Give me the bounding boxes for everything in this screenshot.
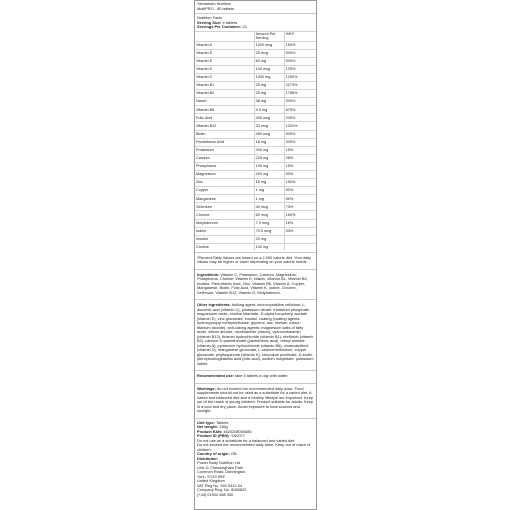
address-line: Power Body Nutrition Ltd	[197, 460, 241, 466]
nutrient-name: Vitamin B12	[195, 122, 254, 130]
nutrient-name: Vitamin B6	[195, 106, 254, 114]
table-row	[195, 195, 316, 203]
nutrient-name: Vitamin A	[195, 41, 254, 49]
servings-per-container-label: Servings Per Container:	[197, 24, 242, 29]
nutrient-amount: 9.5 mg	[254, 106, 284, 114]
nutrient-ri: 50%	[284, 195, 316, 203]
nutrient-ri: 150%	[284, 179, 316, 187]
country-of-origin-label: Country of origin:	[197, 451, 230, 457]
table-row	[195, 227, 316, 235]
nutrient-amount: 79.5 mcg	[254, 227, 284, 235]
serving-size-value: 4 tablets	[222, 19, 238, 25]
nutrient-ri: 15%	[284, 146, 316, 154]
product-id-value: YN0077	[230, 433, 245, 439]
nutrient-name: Calcium	[195, 154, 254, 162]
table-row	[195, 106, 316, 114]
table-row	[195, 130, 316, 138]
nutrition-facts-header	[195, 15, 316, 31]
nutrient-amount: 20 mg	[254, 235, 284, 243]
nutrient-amount: 300 mg	[254, 146, 284, 154]
nutrient-ri: 73%	[284, 203, 316, 211]
nutrient-ri: 300%	[284, 98, 316, 106]
nutrient-amount: 33 mcg	[254, 122, 284, 130]
nutrient-ri	[284, 243, 316, 251]
table-row	[195, 171, 316, 179]
table-row	[195, 73, 316, 81]
product-id-label: Product ID (PBN):	[197, 433, 230, 439]
table-row	[195, 187, 316, 195]
nutrient-name: Folic Acid	[195, 114, 254, 122]
net-weight-label: Net weight:	[197, 424, 218, 430]
nutrient-amount: 100 mg	[254, 243, 284, 251]
nutrient-amount: 25 mg	[254, 81, 284, 89]
table-row	[195, 49, 316, 57]
nutrition-facts-title: Nutrition Facts	[197, 15, 223, 20]
distributor-label: Distributor:	[197, 455, 219, 461]
nutrient-name: Vitamin K	[195, 65, 254, 73]
address-line: United Kingdom	[197, 478, 225, 484]
sheet-header	[195, 1, 316, 12]
nutrient-amount: 40 mcg	[254, 203, 284, 211]
table-row	[195, 98, 316, 106]
nutrient-ri: 1320%	[284, 122, 316, 130]
nutrient-amount: 18 mg	[254, 138, 284, 146]
footnote-text: *Percent Daily Values are based on a 2,000 calorie diet. Your daily values may be higher or lower depending on your calorie needs.	[197, 254, 312, 265]
table-row	[195, 243, 316, 251]
address-line: VAT Reg No. 940 5412 44	[197, 482, 242, 488]
ingredients-section	[195, 272, 316, 299]
nutrient-ri	[284, 235, 316, 243]
serving-size-label: Serving Size:	[197, 19, 222, 25]
product-name: MultiPRO - 60 tablets	[197, 5, 234, 11]
nutrient-name: Niacin	[195, 98, 254, 106]
nutrient-name: Selenium	[195, 203, 254, 211]
nutrient-amount: 1 mg	[254, 195, 284, 203]
column-header-ri: %RI*	[284, 31, 316, 41]
nutrient-name: Biotin	[195, 130, 254, 138]
country-of-origin-value: GB	[230, 451, 237, 457]
nutrient-ri: 679%	[284, 106, 316, 114]
other-ingredients-section	[195, 302, 316, 369]
nutrient-name: Vitamin C	[195, 73, 254, 81]
unit-details-section	[195, 420, 316, 499]
nutrient-amount: 25 mcg	[254, 49, 284, 57]
recommended-use-label: Recommended use:	[197, 373, 234, 379]
table-row	[195, 162, 316, 170]
nutrient-amount: 60 mg	[254, 57, 284, 65]
nutrient-name: Copper	[195, 187, 254, 195]
column-header-amount: Amount Per Serving	[254, 31, 284, 41]
nutrient-name: Vitamin E	[195, 57, 254, 65]
nutrient-amount: 1200 mcg	[254, 41, 284, 49]
table-row	[195, 122, 316, 130]
nutrient-ri: 200%	[284, 114, 316, 122]
warnings-section	[195, 386, 316, 417]
nutrient-ri: 500%	[284, 57, 316, 65]
table-row	[195, 81, 316, 89]
unit-type-label: Unit type:	[197, 419, 215, 425]
nutrient-ri: 53%	[284, 227, 316, 235]
table-row	[195, 57, 316, 65]
divider	[195, 252, 316, 253]
net-weight-value: 136g	[219, 424, 228, 430]
nutrient-ri: 16%	[284, 219, 316, 227]
footnote	[195, 255, 316, 268]
nutrient-ri: 300%	[284, 138, 316, 146]
nutrient-name: Zinc	[195, 179, 254, 187]
nutrient-name: Phosphorus	[195, 162, 254, 170]
nutrient-name: Vitamin B1	[195, 81, 254, 89]
table-row	[195, 138, 316, 146]
divider	[195, 13, 316, 14]
nutrient-amount: 15 mg	[254, 179, 284, 187]
nutrient-ri: 1250%	[284, 73, 316, 81]
nutrient-ri: 150%	[284, 41, 316, 49]
nutrient-ri: 28%	[284, 154, 316, 162]
table-row	[195, 219, 316, 227]
nutrient-ri: 900%	[284, 130, 316, 138]
divider	[195, 370, 316, 371]
nutrient-amount: 200 mg	[254, 171, 284, 179]
divider	[195, 418, 316, 419]
nutrient-name: Molybdenum	[195, 219, 254, 227]
nutrient-amount: 7.9 mcg	[254, 219, 284, 227]
nutrient-ri: 133%	[284, 65, 316, 73]
product-ean-label: Product EAN:	[197, 428, 223, 434]
table-row	[195, 211, 316, 219]
servings-per-container-value: 20	[242, 24, 247, 29]
advice-line: Do not use as a substitute for a balanced and varied diet.	[197, 437, 296, 443]
ingredients-label: Ingredients:	[197, 271, 220, 277]
warnings-label: Warnings:	[197, 385, 216, 391]
nutrient-amount: 1000 mg	[254, 73, 284, 81]
product-info-sheet	[194, 0, 317, 510]
nutrient-ri: 2273%	[284, 81, 316, 89]
nutrient-ri: 500%	[284, 49, 316, 57]
nutrient-ri: 50%	[284, 187, 316, 195]
product-ean-value: 4820208000885	[223, 428, 252, 434]
brand-name: Yamamoto Nutrition	[197, 1, 232, 6]
divider	[195, 299, 316, 300]
nutrient-ri: 150%	[284, 211, 316, 219]
table-row	[195, 203, 316, 211]
address-line: York, YO19 5SE	[197, 473, 226, 479]
nutrient-amount: 60 mcg	[254, 211, 284, 219]
other-ingredients-text: bulking agent: microcrystalline cellulose, L-ascorbic acid (vitamin C), potassium citrate, tricalcium phosphate, magnesium oxide, choline bitartrate, D-alpha tocopheryl acetate (vitamin E), zinc gluconate, inositol, coating (coating agents: hydroxypropyl methylcellulose, glycerol, talc, shellac; colour: titanium dioxide), anti-caking agents: magnesium salts of fatty acids, silicon dioxide, nicotinamide (niacin), cyanocobalamin (vitamin B12), thiamin hydrochloride (vitamin B1), riboflavin (vitamin B2), calcium D-pantothenate (pantothenic acid), retinyl acetate (vitamin A), pyridoxine hydrochloride (vitamin B6), cholecalciferol (vitamin D), manganese gluconate, L-selenomethionine, copper gluconate, phylloquinone (vitamin K), chromium picolinate, D-biotin, pteroylmonoglutamic acid (folic acid), sodium molybdate, potassium iodide.	[197, 302, 314, 366]
divider	[195, 269, 316, 270]
table-row	[195, 90, 316, 98]
divider	[195, 383, 316, 384]
nutrient-name: Choline	[195, 243, 254, 251]
recommended-use-text: take 4 tablets a day with water.	[235, 373, 289, 379]
address-line: Common Road, Dunnington,	[197, 469, 247, 475]
nutrient-name: Vitamin D	[195, 49, 254, 57]
nutrient-amount: 450 mcg	[254, 130, 284, 138]
nutrient-name: Manganese	[195, 195, 254, 203]
warnings-text: do not exceed the recommended daily dose. Food supplements should not be used as a substitute for a varied diet. A varied and balanced diet and a healthy lifestyle are important. Keep out of the reach of young children. Product suitable for adults. Keep in a cool and dry place. Avoid exposure to heat sources and sunlight.	[197, 385, 314, 414]
ingredients-text: Vitamin C, Potassium, Calcium, Magnesium, Phosphorus, Choline, Vitamin E, Niacin, Vitamin B1, Vitamin B2, Inositol, Pantothenic Acid, Zinc, Vitamin B6, Vitamin A, Copper, Manganese, Biotin, Folic Acid, Vitamin K, Iodine, Chrome, Selenium, Vitamin B12, Vitamin D, Molybdenum.	[197, 271, 308, 295]
address-line: (+44) 01904 488 330	[197, 491, 234, 497]
recommended-use-section	[195, 373, 316, 382]
nutrient-name: Vitamin B2	[195, 90, 254, 98]
table-row	[195, 146, 316, 154]
address-line: Unit 11 Chessingham Park	[197, 464, 243, 470]
nutrient-amount: 105 mg	[254, 162, 284, 170]
table-row	[195, 114, 316, 122]
nutrient-ri: 1786%	[284, 90, 316, 98]
nutrient-amount: 400 mcg	[254, 114, 284, 122]
nutrient-name: Chrome	[195, 211, 254, 219]
nutrition-table	[195, 31, 316, 251]
unit-type-value: Tablets	[215, 419, 229, 425]
table-header-row	[195, 31, 316, 41]
nutrient-amount: 1 mg	[254, 187, 284, 195]
table-row	[195, 154, 316, 162]
nutrient-ri: 15%	[284, 162, 316, 170]
other-ingredients-label: Other ingredients:	[197, 302, 231, 308]
nutrient-name: Inositol	[195, 235, 254, 243]
nutrient-amount: 100 mcg	[254, 65, 284, 73]
nutrient-ri: 53%	[284, 171, 316, 179]
nutrient-name: Potassium	[195, 146, 254, 154]
nutrient-name: Pantothenic Acid	[195, 138, 254, 146]
table-row	[195, 179, 316, 187]
nutrient-name: Magnesium	[195, 171, 254, 179]
table-row	[195, 41, 316, 49]
nutrient-name: Iodine	[195, 227, 254, 235]
nutrient-amount: 48 mg	[254, 98, 284, 106]
advice-line: Do not exceed the recommended daily dose. Keep out of reach of children.	[197, 442, 311, 452]
address-line: Company Reg. No. 8089822	[197, 487, 247, 493]
nutrient-amount: 25 mg	[254, 90, 284, 98]
nutrient-amount: 225 mg	[254, 154, 284, 162]
table-row	[195, 235, 316, 243]
table-row	[195, 65, 316, 73]
